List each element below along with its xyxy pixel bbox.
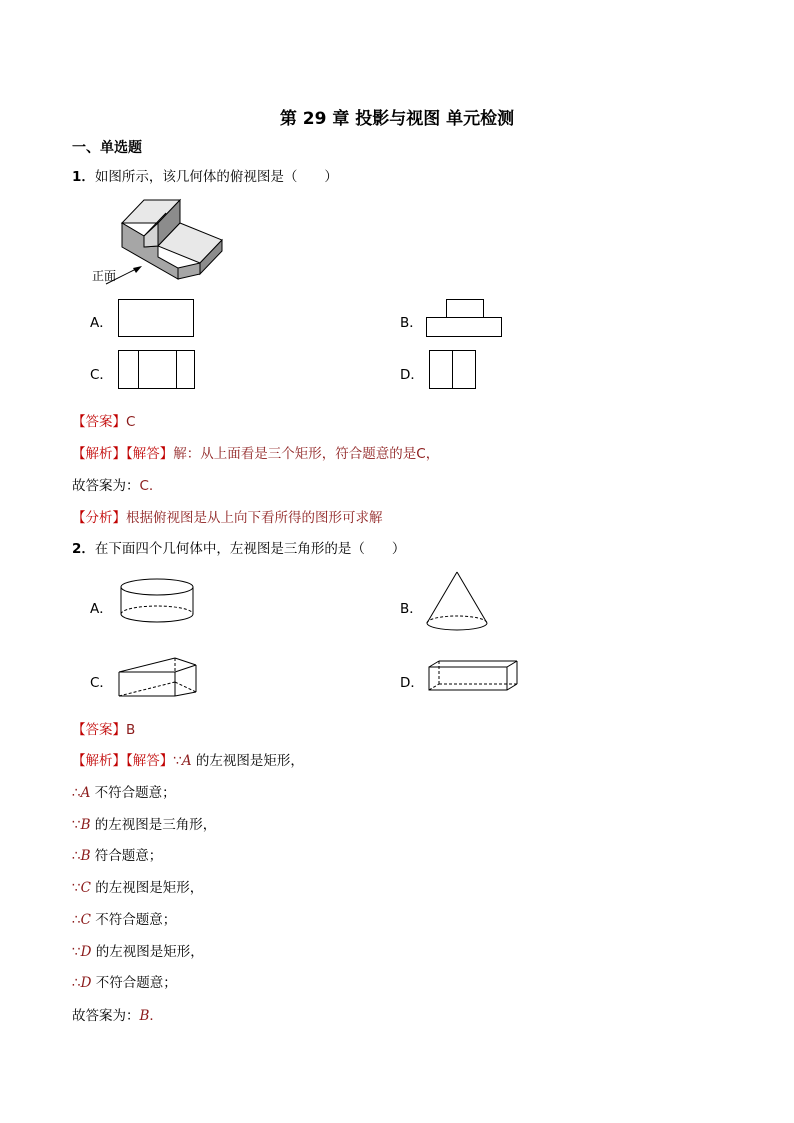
- q2-option-b-label: B．: [400, 601, 423, 617]
- q2-option-c-prism: [118, 656, 200, 698]
- reason-text: 的左视图是矩形，: [90, 880, 204, 897]
- reason-text: 不符合题意；: [90, 911, 177, 928]
- reason-variable: A: [181, 753, 192, 769]
- q2-option-d-label: D．: [400, 675, 424, 691]
- reason-symbol: ∴: [72, 975, 81, 992]
- fenxi-tag: 【分析】: [72, 510, 126, 526]
- q2-option-b-cone: [425, 571, 489, 635]
- q1-fenxi: [72, 506, 383, 526]
- reason-symbol: ∴: [72, 848, 81, 865]
- reason-text: 的左视图是矩形，: [191, 753, 304, 769]
- q1-option-b-figure: [426, 299, 503, 338]
- question-text: 如图所示，该几何体的俯视图是（ ）: [94, 169, 338, 185]
- q2-reason-line: [72, 971, 177, 991]
- reason-symbol: ∵: [72, 880, 81, 897]
- q1-answer: [72, 410, 135, 430]
- reason-variable: C: [80, 880, 91, 897]
- section-title: 一、单选题: [72, 140, 142, 156]
- question-1: [72, 165, 338, 185]
- conclusion-value: B: [139, 1008, 150, 1024]
- q2-option-c-label: C．: [90, 675, 113, 691]
- reason-symbol: ∵: [72, 943, 81, 960]
- reason-variable: C: [80, 911, 91, 928]
- question-text: 在下面四个几何体中，左视图是三角形的是（ ）: [94, 541, 406, 557]
- q2-conclusion: [72, 1004, 163, 1024]
- q1-option-c-figure: [118, 350, 196, 390]
- analysis-end: ，: [425, 446, 440, 462]
- q1-conclusion: [72, 474, 153, 494]
- reason-variable: D: [80, 943, 92, 960]
- q1-option-a-label: A．: [90, 315, 113, 331]
- question-number: 1．: [72, 169, 95, 185]
- conclusion-end: ．: [149, 1008, 163, 1024]
- q2-option-a-label: A．: [90, 601, 113, 617]
- reason-variable: A: [80, 785, 91, 801]
- question-number: 2．: [72, 541, 95, 557]
- conclusion-prefix: 故答案为：: [72, 478, 140, 494]
- reason-symbol: ∴: [72, 911, 81, 928]
- q1-option-a-figure: [118, 299, 194, 338]
- q2-reason-line: [72, 908, 176, 928]
- answer-value: B: [126, 722, 136, 738]
- reason-variable: B: [80, 816, 91, 833]
- q2-reason-line: [72, 876, 203, 896]
- answer-tag: 【答案】: [72, 414, 126, 430]
- page-title: 第 29 章 投影与视图 单元检测: [279, 109, 515, 129]
- reason-text: 符合题意；: [90, 848, 163, 865]
- q2-analysis: [72, 749, 304, 769]
- question-2: [72, 537, 405, 557]
- q1-option-d-figure: [429, 350, 477, 390]
- reason-text: 不符合题意；: [90, 785, 176, 801]
- conclusion-prefix: 故答案为：: [72, 1008, 140, 1024]
- answer-value: C: [126, 414, 136, 430]
- analysis-tag: 【解析】【解答】: [72, 753, 174, 769]
- q1-option-d-label: D．: [400, 367, 424, 383]
- reason-variable: B: [80, 848, 91, 865]
- reason-text: 的左视图是矩形，: [91, 943, 204, 960]
- q2-option-d-cuboid: [428, 660, 520, 692]
- q2-reason-line: [72, 940, 204, 960]
- fenxi-text: 根据俯视图是从上向下看所得的图形可求解: [126, 510, 383, 526]
- q2-option-a-cylinder: [120, 578, 196, 626]
- front-arrow-icon: [104, 262, 144, 288]
- reason-variable: D: [80, 975, 92, 992]
- q1-analysis: [72, 442, 439, 462]
- conclusion-value: C.: [139, 478, 154, 494]
- reason-symbol: ∵: [173, 753, 182, 769]
- analysis-letter: C: [416, 446, 426, 462]
- q1-option-c-label: C．: [90, 367, 113, 383]
- analysis-text: 解：从上面看是三个矩形，符合题意的是: [173, 446, 417, 462]
- q2-answer: [72, 718, 135, 738]
- q2-reason-line: [72, 813, 216, 833]
- q2-reason-line: [72, 844, 162, 864]
- q1-option-b-label: B．: [400, 315, 423, 331]
- figure-front-label: 正面: [92, 269, 117, 283]
- reason-text: 的左视图是三角形，: [90, 816, 217, 833]
- q2-reason-line: [72, 781, 176, 801]
- reason-text: 不符合题意；: [91, 975, 177, 992]
- reason-symbol: ∵: [72, 816, 81, 833]
- answer-tag: 【答案】: [72, 722, 126, 738]
- analysis-tag: 【解析】【解答】: [72, 446, 174, 462]
- reason-symbol: ∴: [72, 785, 81, 801]
